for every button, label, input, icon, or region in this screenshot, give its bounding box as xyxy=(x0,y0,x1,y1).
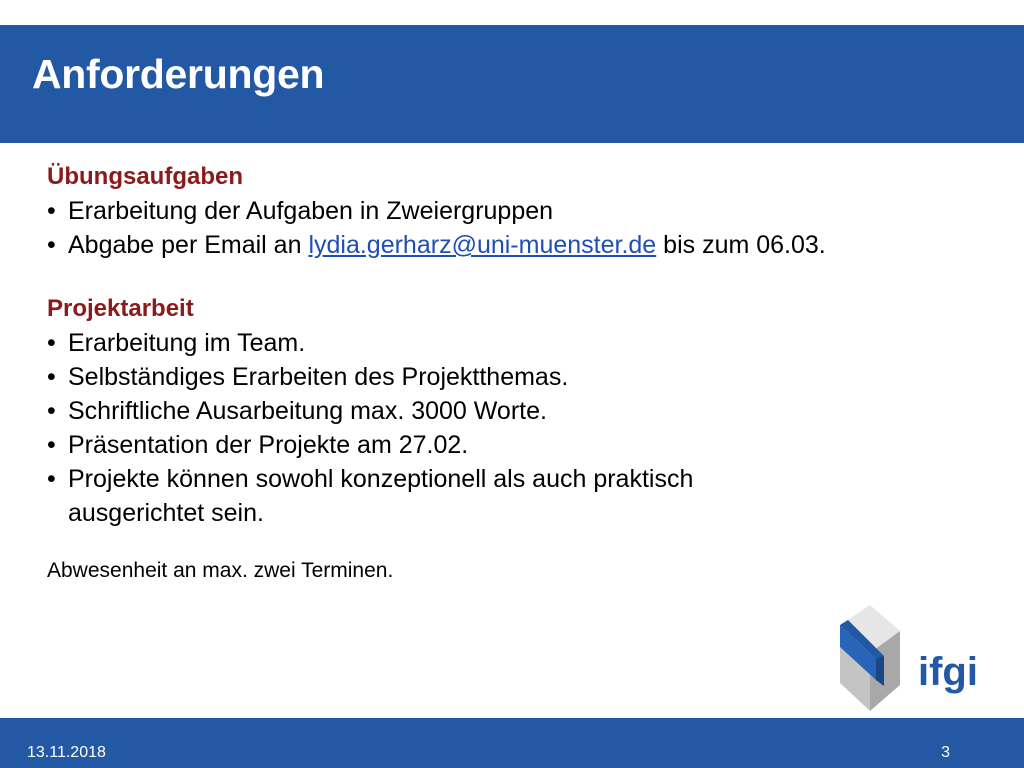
projekt-list xyxy=(47,326,947,530)
list-item xyxy=(47,462,808,530)
email-link[interactable]: lydia.gerharz@uni-muenster.de xyxy=(308,231,657,259)
list-item xyxy=(47,326,947,360)
slide-title: Anforderungen xyxy=(32,51,325,97)
list-item xyxy=(47,228,947,262)
list-item xyxy=(47,194,947,228)
ifgi-logo xyxy=(838,603,988,713)
bullet-icon: • xyxy=(47,197,56,225)
bullet-icon: • xyxy=(47,231,56,259)
bullet-icon: • xyxy=(47,397,56,425)
bullet-icon: • xyxy=(47,431,56,459)
list-item-text: Schriftliche Ausarbeitung max. 3000 Worte. xyxy=(68,397,547,425)
list-item-text xyxy=(68,231,826,259)
section-heading-uebung: Übungsaufgaben xyxy=(47,163,243,190)
page-number: 3 xyxy=(941,744,950,761)
absence-note: Abwesenheit an max. zwei Terminen. xyxy=(47,559,394,582)
list-item-text: Präsentation der Projekte am 27.02. xyxy=(68,431,469,459)
title-bar xyxy=(0,25,1024,143)
slide-content xyxy=(47,160,947,586)
email-prefix: Abgabe per Email an xyxy=(68,231,309,259)
list-item xyxy=(47,394,947,428)
bullet-icon: • xyxy=(47,329,56,357)
ifgi-logo-icon xyxy=(838,603,988,713)
spacer xyxy=(47,262,947,292)
spacer xyxy=(47,530,947,556)
email-suffix: bis zum 06.03. xyxy=(656,231,826,259)
list-item xyxy=(47,428,947,462)
footer-date: 13.11.2018 xyxy=(27,744,106,761)
list-item-text: Erarbeitung im Team. xyxy=(68,329,306,357)
list-item-text: Selbständiges Erarbeiten des Projektthemas. xyxy=(68,363,569,391)
bullet-icon: • xyxy=(47,363,56,391)
list-item-text: Projekte können sowohl konzeptionell als auch praktisch ausgerichtet sein. xyxy=(68,465,694,527)
bullet-icon: • xyxy=(47,465,56,493)
uebung-list xyxy=(47,194,947,262)
list-item-text: Erarbeitung der Aufgaben in Zweiergruppen xyxy=(68,197,554,225)
logo-text: ifgi xyxy=(918,650,978,694)
list-item xyxy=(47,360,947,394)
section-heading-projekt: Projektarbeit xyxy=(47,295,194,322)
footer xyxy=(0,718,1024,768)
